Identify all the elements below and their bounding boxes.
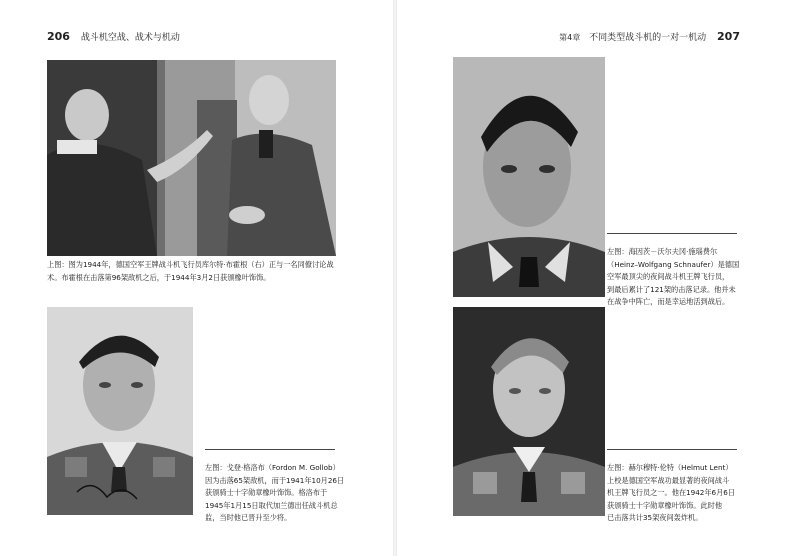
- photo-officers-discussion: [47, 60, 336, 256]
- chapter-label: 第4章: [559, 33, 581, 42]
- running-title: 战斗机空战、战术与机动: [80, 33, 180, 43]
- caption-rule: [607, 233, 737, 234]
- caption-bottom-right: [607, 462, 747, 525]
- caption-line: 左图：戈登·格洛布（Fordon M. Gollob）: [205, 463, 340, 472]
- caption-rule: [607, 449, 737, 450]
- caption-line: 1945年1月15日取代加兰德出任战斗机总: [205, 500, 338, 510]
- running-title: 不同类型战斗机的一对一机动: [589, 33, 707, 43]
- caption-line: 空军最顶尖的夜间战斗机王牌飞行员，: [607, 272, 730, 281]
- page-number: 207: [717, 30, 740, 43]
- photo-portrait-lent: [453, 307, 605, 516]
- caption-bottom-left: [205, 462, 345, 525]
- caption-line: 术。布霍根在击落第96架敌机之后，于1944年3月2日获颁橡叶饰饰。: [47, 272, 271, 282]
- page-number: 206: [47, 30, 70, 43]
- caption-line: 左图：赫尔穆特·伦特（Helmut Lent）: [607, 463, 733, 472]
- caption-line: 上校是德国空军战功最显著的夜间战斗: [607, 475, 730, 485]
- right-page-header: [559, 30, 740, 43]
- left-page-header: [47, 30, 180, 43]
- caption-line: 已击落共计35架夜间轰炸机。: [607, 513, 703, 522]
- caption-line: 监，当时他已晋升至少将。: [205, 513, 292, 522]
- caption-line: 获颁骑士十字勋章橡叶饰饰。此时他: [607, 500, 723, 510]
- caption-line: 获颁骑士十字勋章橡叶饰饰。格洛布于: [205, 488, 328, 497]
- caption-rule: [205, 449, 335, 450]
- photo-portrait-schnaufer: [453, 57, 605, 297]
- caption-line: 上图：图为1944年，德国空军王牌战斗机飞行员库尔特·布霍根（右）正与一名同僚讨论战: [47, 260, 334, 269]
- caption-top-left: [47, 259, 347, 284]
- right-page: [395, 0, 790, 556]
- photo-portrait-gollob: [47, 307, 193, 515]
- caption-top-right: [607, 246, 747, 309]
- caption-line: （Heinz–Wolfgang Schnaufer）是德国: [607, 259, 740, 269]
- caption-line: 到最后累计了121架的击落记录。他并未: [607, 284, 736, 294]
- caption-line: 因为击落65架敌机，而于1941年10月26日: [205, 475, 345, 485]
- caption-line: 机王牌飞行员之一。他在1942年6月6日: [607, 488, 736, 497]
- caption-line: 左图：海因茨－沃尔夫冈·施瑙费尔: [607, 247, 718, 256]
- caption-line: 在战争中阵亡，而是幸运地活到战后。: [607, 297, 730, 306]
